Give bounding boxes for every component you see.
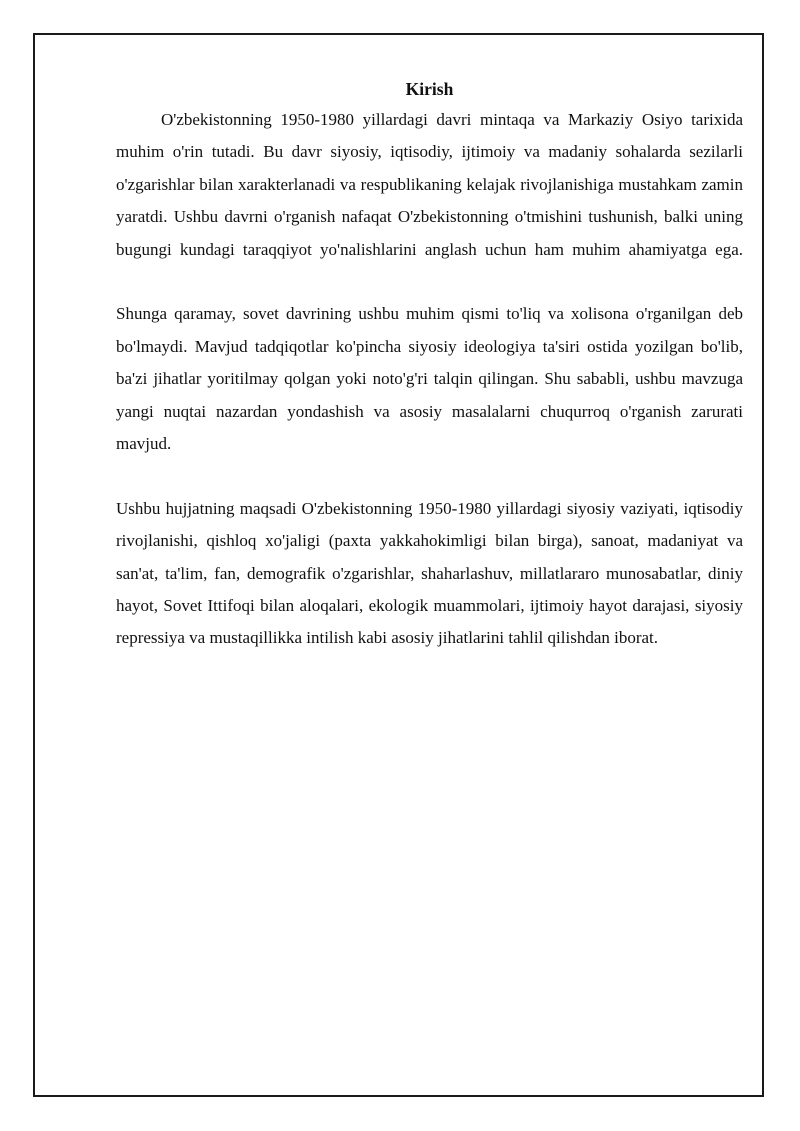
paragraph-purpose: Ushbu hujjatning maqsadi O'zbekistonning 1950-1980 yillardagi siyosiy vaziyati, iqtisodiy rivojlanishi, qishloq xo'jaligi (paxta yakkahokimligi bilan birga), sanoat, madaniyat va san'at, ta'lim, fan, demografik o'zgarishlar, shaharlashuv, millatlararo munosabatlar, diniy hayot, Sovet Ittifoqi bilan aloqalari, ekologik muammolari, ijtimoiy hayot darajasi, siyosiy repressiya va mustaqillikka intilish kabi asosiy jihatlarini tahlil qilishdan iborat. bbox=[116, 498, 743, 648]
document-body bbox=[116, 76, 743, 655]
paragraph-spacer bbox=[116, 460, 743, 492]
document-title: Kirish bbox=[405, 79, 454, 99]
paragraph-introduction: O'zbekistonning 1950-1980 yillardagi davri mintaqa va Markaziy Osiyo tarixida muhim o'rin tutadi. Bu davr siyosiy, iqtisodiy, ijtimoiy va madaniy sohalarda sezilarli o'zgarishlar bilan xarakterlanadi va respublikaning kelajak rivojlanishiga mustahkam zamin yaratdi. Ushbu davrni o'rganish nafaqat O'zbekistonning o'tmishini tushunish, balki uning bugungi kundagi taraqqiyot yo'nalishlarini anglash uchun ham muhim ahamiyatga ega. bbox=[116, 110, 743, 259]
paragraph-spacer bbox=[116, 266, 743, 298]
paragraph-research-gap: Shunga qaramay, sovet davrining ushbu muhim qismi to'liq va xolisona o'rganilgan deb bo'lmaydi. Mavjud tadqiqotlar ko'pincha siyosiy ideologiya ta'siri ostida yozilgan bo'lib, ba'zi jihatlar yoritilmay qolgan yoki noto'g'ri talqin qilingan. Shu sababli, ushbu mavzuga yangi nuqtai nazardan yondashish va asosiy masalalarni chuqurroq o'rganish zarurati mavjud. bbox=[116, 304, 743, 454]
